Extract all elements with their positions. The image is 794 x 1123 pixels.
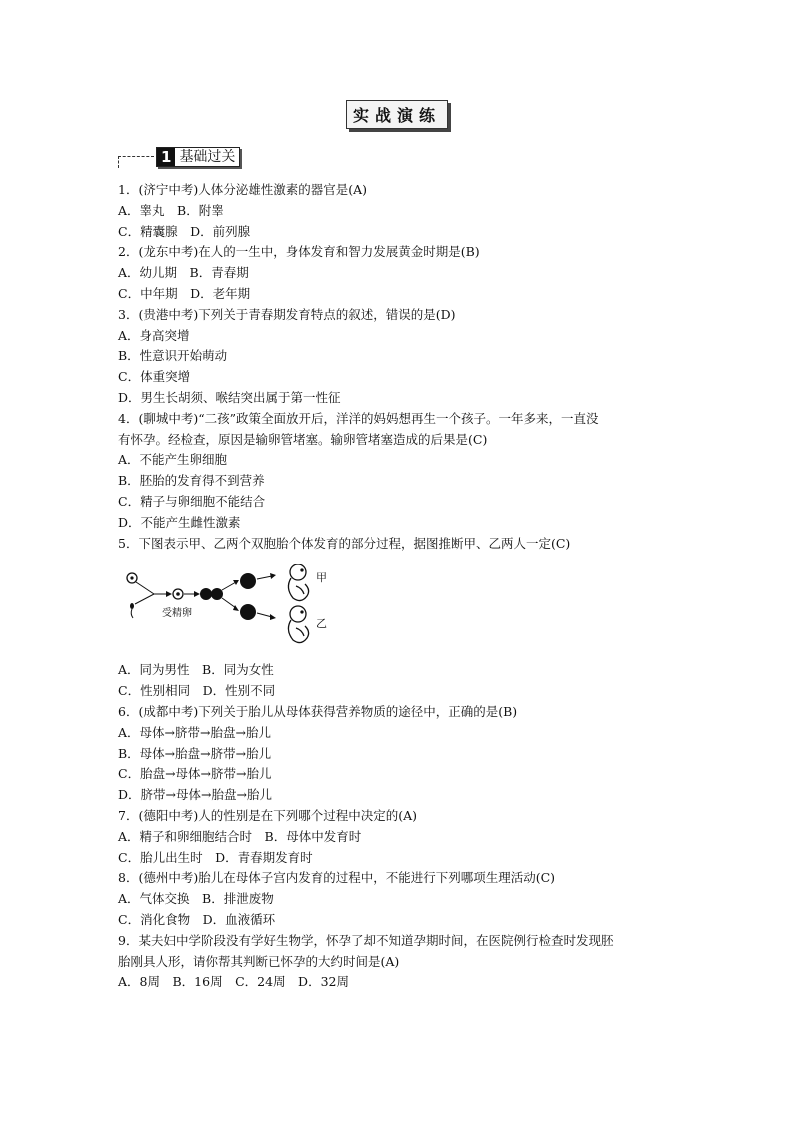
twin-diagram — [118, 564, 358, 654]
text-line: C．中年期 D．老年期 — [118, 285, 251, 301]
join-arrowhead — [166, 591, 172, 597]
split-arrowhead-up — [233, 580, 239, 585]
text-line: 6．(成都中考)下列关于胎儿从母体获得营养物质的途径中，正确的是(B) — [118, 703, 518, 719]
egg-nucleus-icon — [130, 577, 133, 580]
text-line: C．胎盘→母体→脐带→胎儿 — [118, 766, 272, 782]
arrow-to-fetus-b — [257, 613, 272, 617]
text-line: C．精子与卵细胞不能结合 — [118, 493, 266, 509]
question-block-5-9 — [118, 660, 678, 993]
arrowhead-two-cell — [194, 591, 200, 597]
text-line: 2．(龙东中考)在人的一生中，身体发育和智力发展黄金时期是(B) — [118, 244, 480, 260]
text-line: 8．(德州中考)胎儿在母体子宫内发育的过程中，不能进行下列哪项生理活动(C) — [118, 870, 556, 886]
cell-mass-a — [240, 573, 256, 589]
text-line: 4．(聊城中考)“二孩”政策全面放开后，洋洋的妈妈想再生一个孩子。一年多来，一直没 — [118, 410, 599, 426]
text-line: C．体重突增 — [118, 369, 191, 385]
title-area — [0, 100, 794, 129]
dashed-rule-vertical — [118, 156, 119, 168]
split-arrow-down — [222, 598, 236, 608]
section-badge — [156, 147, 240, 167]
text-line: A．8周 B．16周 C．24周 D．32周 — [118, 974, 349, 990]
text-line: C．性别相同 D．性别不同 — [118, 683, 276, 699]
text-line: A．气体交换 B．排泄废物 — [118, 891, 274, 907]
text-line: 5．下图表示甲、乙两个双胞胎个体发育的部分过程，据图推断甲、乙两人一定(C) — [118, 535, 571, 551]
section-label: 基础过关 — [179, 149, 236, 165]
section-number: 1 — [157, 148, 175, 166]
text-line: A．母体→脐带→胎盘→胎儿 — [118, 724, 271, 740]
join-line-egg — [136, 582, 154, 594]
text-line: A．精子和卵细胞结合时 B．母体中发育时 — [118, 828, 362, 844]
fetus-b-label: 乙 — [316, 617, 327, 631]
zygote-nucleus — [176, 593, 180, 597]
text-line: A．睾丸 B．附睾 — [118, 202, 224, 218]
text-line: 有怀孕。经检查，原因是输卵管堵塞。输卵管堵塞造成的后果是(C) — [118, 431, 488, 447]
arrow-to-fetus-a — [257, 576, 272, 579]
text-line: A．身高突增 — [118, 327, 190, 343]
text-line: B．性意识开始萌动 — [118, 348, 228, 364]
text-line: D．男生长胡须、喉结突出属于第一性征 — [118, 389, 341, 405]
text-line: B．胚胎的发育得不到营养 — [118, 473, 265, 489]
text-line: 7．(德阳中考)人的性别是在下列哪个过程中决定的(A) — [118, 807, 417, 823]
page-title: 实战演练 — [346, 100, 448, 129]
text-line: A．幼儿期 B．青春期 — [118, 265, 249, 281]
text-line: D．脐带→母体→胎盘→胎儿 — [118, 787, 272, 803]
text-line: A．不能产生卵细胞 — [118, 452, 228, 468]
section-header — [118, 147, 268, 169]
cell-mass-b — [240, 604, 256, 620]
fetus-a-icon — [288, 564, 308, 601]
twin-development-figure — [118, 564, 678, 654]
text-line: A．同为男性 B．同为女性 — [118, 662, 274, 678]
text-line: C．精囊腺 D．前列腺 — [118, 223, 251, 239]
text-line: 9．某夫妇中学阶段没有学好生物学，怀孕了却不知道孕期时间，在医院例行检查时发现胚 — [118, 932, 614, 948]
text-line: 1．(济宁中考)人体分泌雄性激素的器官是(A) — [118, 182, 367, 197]
text-line: B．母体→胎盘→脐带→胎儿 — [118, 745, 272, 761]
arrowhead-fetus-b — [270, 614, 276, 620]
question-list — [118, 180, 678, 993]
dashed-rule — [118, 156, 154, 157]
text-line: D．不能产生雌性激素 — [118, 514, 241, 530]
text-line: 胎刚具人形，请你帮其判断已怀孕的大约时间是(A) — [118, 953, 400, 969]
fetus-b-icon — [288, 606, 308, 643]
fetus-a-label: 甲 — [316, 571, 327, 585]
text-line: 3．(贵港中考)下列关于青春期发育特点的叙述，错误的是(D) — [118, 306, 456, 322]
join-line-sperm — [135, 594, 154, 604]
arrowhead-fetus-a — [270, 573, 276, 579]
zygote-label: 受精卵 — [162, 608, 192, 620]
question-block-1-5 — [118, 180, 678, 554]
text-line: C．胎儿出生时 D．青春期发育时 — [118, 849, 313, 865]
text-line: C．消化食物 D．血液循环 — [118, 911, 276, 927]
two-cell-left — [200, 588, 212, 600]
split-arrow-up — [222, 582, 236, 590]
two-cell-right — [211, 588, 223, 600]
sperm-tail — [131, 609, 133, 618]
sperm-icon — [130, 603, 134, 609]
